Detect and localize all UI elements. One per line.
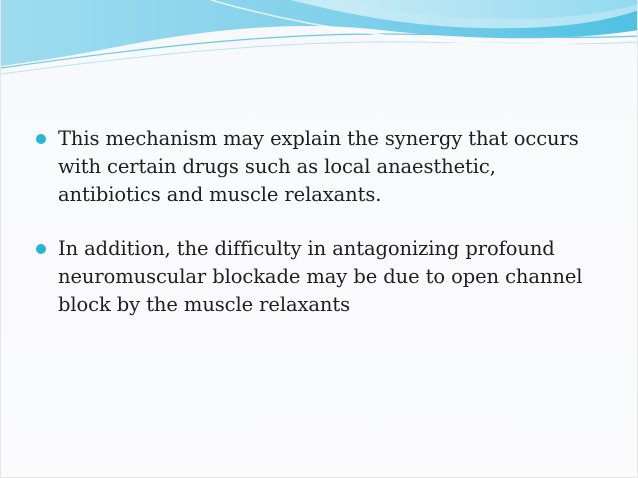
bullet-dot-icon (36, 244, 46, 254)
bullet-item (34, 235, 604, 319)
bullet-item (34, 125, 604, 209)
slide-body (34, 125, 604, 345)
bullet-text: In addition, the difficulty in antagonizing profound neuromuscular blockade may be due to open channel block by the muscle relaxants (58, 237, 583, 316)
header-wave-decoration (1, 0, 638, 80)
bullet-text: This mechanism may explain the synergy that occurs with certain drugs such as local anaesthetic, antibiotics and muscle relaxants. (58, 127, 579, 206)
bullet-dot-icon (36, 134, 46, 144)
